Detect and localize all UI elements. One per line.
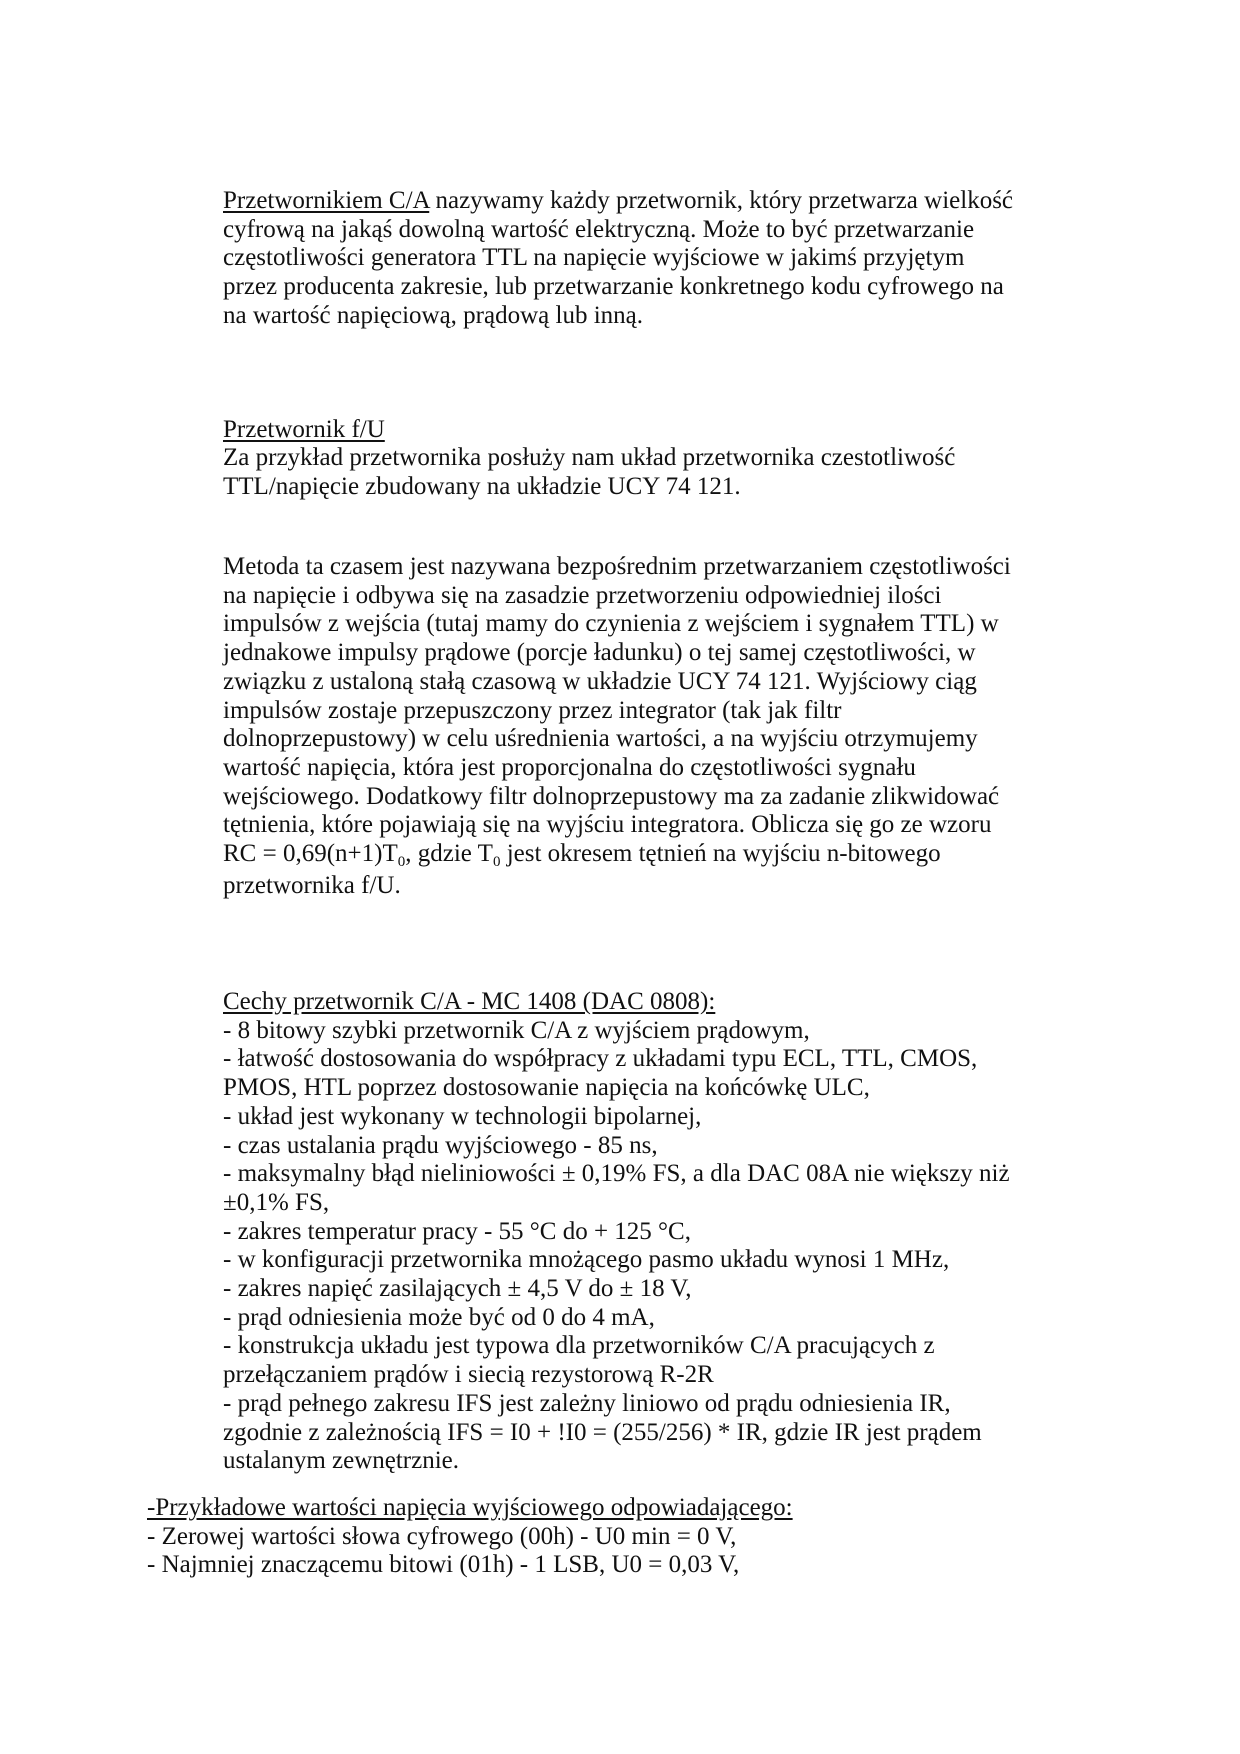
features-line-6: - maksymalny błąd nieliniowości ± 0,19% FS, a dla DAC 08A nie większy niż [223,1160,1010,1188]
method-line-1: Metoda ta czasem jest nazywana bezpośrednim przetwarzaniem częstotliwości [223,553,1011,580]
features-line-3: PMOS, HTL poprzez dostosowanie napięcia na końcówkę ULC, [223,1074,870,1102]
method-line-9: wejściowego. Dodatkowy filtr dolnoprzepustowy ma za zadanie zlikwidować [223,782,1000,810]
features-line-2: - łatwość dostosowania do współpracy z układami typu ECL, TTL, CMOS, [223,1045,978,1073]
method-line-3: impulsów z wejścia (tutaj mamy do czynienia z wejściem i sygnałem TTL) w [223,610,999,638]
features-line-5: - czas ustalania prądu wyjściowego - 85 ns, [223,1131,658,1159]
method-line-8: wartość napięcia, która jest proporcjonalna do częstotliwości sygnału [223,753,916,781]
method-line-7: dolnoprzepustowy) w celu uśrednienia wartości, a na wyjściu otrzymujemy [223,725,978,753]
examples-heading: -Przykładowe wartości napięcia wyjściowego odpowiadającego: [147,1494,793,1521]
features-heading: Cechy przetwornik C/A - MC 1408 (DAC 0808): [223,988,716,1015]
intro-paragraph [223,187,1043,331]
fu-heading-text: Przetwornik f/U [223,416,385,443]
features-line-11: - prąd odniesienia może być od 0 do 4 mA, [223,1303,655,1331]
features-line-13: przełączaniem prądów i siecią rezystorową R-2R [223,1361,714,1389]
method-line-2: na napięcie i odbywa się na zasadzie przetworzeniu odpowiedniej ilości [223,581,942,609]
features-line-1: - 8 bitowy szybki przetwornik C/A z wyjściem prądowym, [223,1016,810,1044]
features-line-16: ustalanym zewnętrznie. [223,1447,460,1475]
examples-line-1: - Zerowej wartości słowa cyfrowego (00h) - U0 min = 0 V, [147,1522,737,1550]
intro-term: Przetwornikiem C/A [223,187,430,214]
features-line-12: - konstrukcja układu jest typowa dla przetworników C/A pracujących z [223,1332,935,1360]
examples-section [147,1494,1047,1580]
examples-line-2: - Najmniej znaczącemu bitowi (01h) - 1 LSB, U0 = 0,03 V, [147,1551,740,1579]
fu-section-paragraph [223,444,1043,501]
fu-section-heading [223,416,1043,445]
features-line-8: - zakres temperatur pracy - 55 °C do + 125 °C, [223,1217,691,1245]
intro-line-1 [223,187,1043,216]
formula-subscript-1: 0 [397,854,406,871]
method-last-line: przetwornika f/U. [223,871,401,899]
formula-subscript-2: 0 [492,854,501,871]
formula-part-1: RC = 0,69(n+1)T [223,840,398,868]
intro-line-4: przez producenta zakresie, lub przetwarzanie konkretnego kodu cyfrowego na [223,273,1004,301]
features-line-15: zgodnie z zależnością IFS = I0 + !I0 = (255/256) * IR, gdzie IR jest prądem [223,1418,982,1446]
features-line-4: - układ jest wykonany w technologii bipolarnej, [223,1102,702,1130]
method-line-4: jednakowe impulsy prądowe (porcje ładunku) o tej samej częstotliwości, w [223,639,976,667]
features-line-9: - w konfiguracji przetwornika mnożącego pasmo układu wynosi 1 MHz, [223,1246,950,1274]
method-formula-line [223,840,1043,869]
formula-part-2: , gdzie T [405,840,493,868]
features-section [223,988,1043,1476]
intro-line-2: cyfrową na jakąś dowolną wartość elektryczną. Może to być przetwarzanie [223,215,975,243]
features-line-14: - prąd pełnego zakresu IFS jest zależny liniowo od prądu odniesienia IR, [223,1389,951,1417]
formula-part-3: jest okresem tętnień na wyjściu n-bitowego [500,840,941,868]
intro-line-1-text: nazywamy każdy przetwornik, który przetwarza wielkość [429,187,1014,214]
features-line-7: ±0,1% FS, [223,1188,330,1216]
method-line-6: impulsów zostaje przepuszczony przez integrator (tak jak filtr [223,696,842,724]
method-paragraph [223,553,1043,900]
method-line-10: tętnienia, które pojawiają się na wyjściu integratora. Oblicza się go ze wzoru [223,811,992,839]
intro-line-5: na wartość napięciową, prądową lub inną. [223,301,643,329]
method-line-5: związku z ustaloną stałą czasową w układzie UCY 74 121. Wyjściowy ciąg [223,667,977,695]
fu-line-2: TTL/napięcie zbudowany na układzie UCY 74 121. [223,472,741,500]
features-line-10: - zakres napięć zasilających ± 4,5 V do ± 18 V, [223,1275,692,1303]
intro-line-3: częstotliwości generatora TTL na napięcie wyjściowe w jakimś przyjętym [223,244,965,272]
fu-line-1: Za przykład przetwornika posłuży nam układ przetwornika czestotliwość [223,444,956,471]
